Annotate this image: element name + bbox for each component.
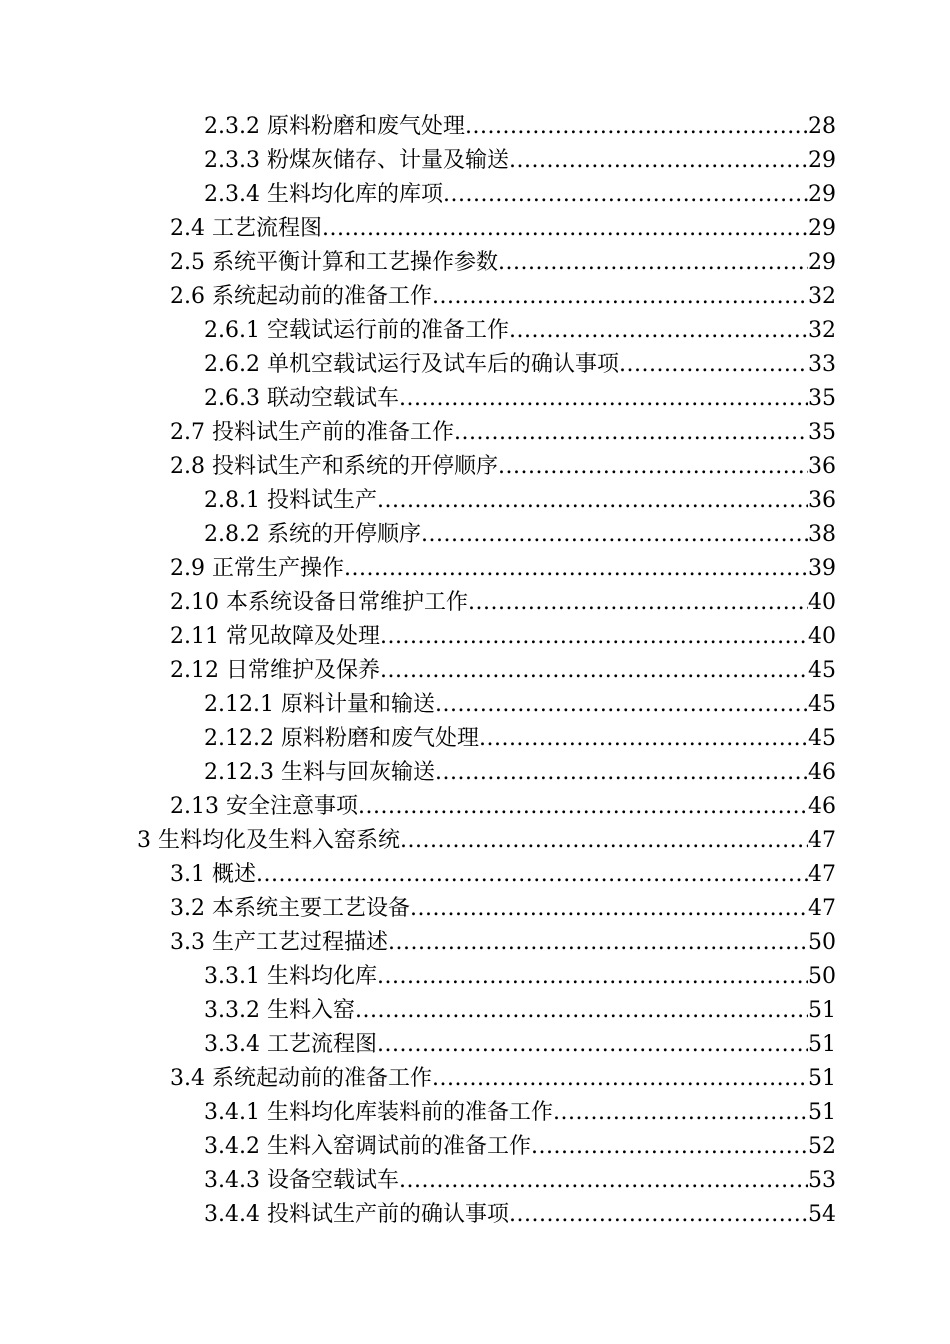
- toc-dot-leader: [399, 382, 808, 416]
- toc-entry[interactable]: [0, 416, 950, 450]
- toc-entry-line: [170, 858, 836, 892]
- toc-entry-title: 2.12.2 原料粉磨和废气处理: [204, 726, 479, 751]
- toc-entry-page-number: 54: [808, 1202, 836, 1227]
- toc-entry-page-number: 32: [808, 318, 836, 343]
- toc-entry-line: [204, 178, 836, 212]
- toc-entry-line: [170, 280, 836, 314]
- toc-entry-line: [204, 1164, 836, 1198]
- toc-entry-title: 3.1 概述: [170, 862, 256, 887]
- toc-entry-title: 2.11 常见故障及处理: [170, 624, 380, 649]
- toc-dot-leader: [468, 586, 808, 620]
- toc-entry-title: 2.8.2 系统的开停顺序: [204, 522, 421, 547]
- toc-entry-title: 3.4.3 设备空载试车: [204, 1168, 399, 1193]
- toc-entry-title: 3.4 系统起动前的准备工作: [170, 1066, 432, 1091]
- toc-dot-leader: [498, 450, 808, 484]
- toc-entry-page-number: 45: [808, 658, 836, 683]
- toc-entry-page-number: 32: [808, 284, 836, 309]
- toc-dot-leader: [380, 654, 808, 688]
- toc-entry[interactable]: [0, 1096, 950, 1130]
- toc-entry-title: 3.4.4 投料试生产前的确认事项: [204, 1202, 509, 1227]
- toc-entry-page-number: 36: [808, 488, 836, 513]
- toc-entry-line: [204, 382, 836, 416]
- toc-entry-line: [170, 416, 836, 450]
- toc-entry-page-number: 46: [808, 760, 836, 785]
- toc-entry-page-number: 35: [808, 386, 836, 411]
- toc-entry-title: 2.13 安全注意事项: [170, 794, 358, 819]
- toc-entry-line: [170, 654, 836, 688]
- toc-entry-line: [170, 1062, 836, 1096]
- toc-entry[interactable]: [0, 450, 950, 484]
- toc-entry-line: [170, 790, 836, 824]
- toc-dot-leader: [531, 1130, 808, 1164]
- toc-entry-page-number: 29: [808, 148, 836, 173]
- toc-entry-line: [170, 892, 836, 926]
- toc-entry-line: [204, 144, 836, 178]
- toc-entry[interactable]: [0, 144, 950, 178]
- toc-entry-title: 2.7 投料试生产前的准备工作: [170, 420, 454, 445]
- toc-entry[interactable]: [0, 960, 950, 994]
- toc-entry-title: 2.12.1 原料计量和输送: [204, 692, 435, 717]
- table-of-contents: [0, 110, 950, 1232]
- toc-entry-page-number: 47: [808, 896, 836, 921]
- toc-entry-page-number: 51: [808, 998, 836, 1023]
- toc-entry-line: [137, 824, 836, 858]
- toc-entry[interactable]: [0, 1130, 950, 1164]
- toc-dot-leader: [509, 314, 808, 348]
- toc-dot-leader: [322, 212, 808, 246]
- toc-dot-leader: [421, 518, 808, 552]
- toc-entry-title: 2.3.3 粉煤灰储存、计量及输送: [204, 148, 509, 173]
- toc-entry-page-number: 52: [808, 1134, 836, 1159]
- toc-entry-line: [170, 586, 836, 620]
- toc-entry-line: [170, 620, 836, 654]
- toc-entry-title: 2.12.3 生料与回灰输送: [204, 760, 435, 785]
- toc-dot-leader: [380, 620, 808, 654]
- toc-dot-leader: [509, 1198, 808, 1232]
- toc-entry[interactable]: [0, 348, 950, 382]
- toc-dot-leader: [465, 110, 808, 144]
- toc-dot-leader: [256, 858, 808, 892]
- toc-entry-line: [204, 1028, 836, 1062]
- toc-entry-title: 3.3.2 生料入窑: [204, 998, 355, 1023]
- toc-entry-page-number: 51: [808, 1032, 836, 1057]
- toc-entry[interactable]: [0, 790, 950, 824]
- toc-entry-title: 2.6.3 联动空载试车: [204, 386, 399, 411]
- toc-entry-page-number: 51: [808, 1066, 836, 1091]
- toc-entry-line: [204, 110, 836, 144]
- toc-entry-page-number: 40: [808, 590, 836, 615]
- toc-entry[interactable]: [0, 1028, 950, 1062]
- toc-entry-line: [204, 1096, 836, 1130]
- toc-entry-line: [170, 926, 836, 960]
- toc-entry-page-number: 53: [808, 1168, 836, 1193]
- toc-entry-line: [204, 484, 836, 518]
- toc-entry[interactable]: [0, 756, 950, 790]
- toc-entry[interactable]: [0, 926, 950, 960]
- toc-entry[interactable]: [0, 858, 950, 892]
- toc-dot-leader: [619, 348, 808, 382]
- toc-entry-page-number: 40: [808, 624, 836, 649]
- toc-entry[interactable]: [0, 552, 950, 586]
- toc-entry-line: [170, 450, 836, 484]
- toc-entry-page-number: 35: [808, 420, 836, 445]
- toc-entry-line: [204, 314, 836, 348]
- toc-dot-leader: [435, 756, 808, 790]
- toc-entry-page-number: 36: [808, 454, 836, 479]
- toc-entry-line: [204, 960, 836, 994]
- toc-entry-line: [204, 1130, 836, 1164]
- toc-entry-page-number: 33: [808, 352, 836, 377]
- toc-entry-line: [170, 552, 836, 586]
- toc-entry-title: 2.8 投料试生产和系统的开停顺序: [170, 454, 498, 479]
- toc-entry-page-number: 38: [808, 522, 836, 547]
- toc-entry-title: 2.3.4 生料均化库的库项: [204, 182, 443, 207]
- toc-entry[interactable]: [0, 586, 950, 620]
- toc-entry[interactable]: [0, 314, 950, 348]
- toc-entry[interactable]: [0, 688, 950, 722]
- toc-entry-title: 3.4.1 生料均化库装料前的准备工作: [204, 1100, 553, 1125]
- toc-dot-leader: [355, 994, 808, 1028]
- toc-entry[interactable]: [0, 518, 950, 552]
- toc-entry[interactable]: [0, 110, 950, 144]
- toc-entry-title: 2.9 正常生产操作: [170, 556, 344, 581]
- toc-entry-title: 2.8.1 投料试生产: [204, 488, 377, 513]
- toc-entry[interactable]: [0, 382, 950, 416]
- toc-dot-leader: [432, 1062, 808, 1096]
- toc-entry-title: 2.5 系统平衡计算和工艺操作参数: [170, 250, 498, 275]
- toc-entry-page-number: 29: [808, 216, 836, 241]
- toc-entry-title: 2.12 日常维护及保养: [170, 658, 380, 683]
- toc-dot-leader: [377, 1028, 808, 1062]
- toc-entry-page-number: 39: [808, 556, 836, 581]
- toc-entry-title: 2.6.1 空载试运行前的准备工作: [204, 318, 509, 343]
- toc-entry-page-number: 47: [808, 828, 836, 853]
- toc-entry[interactable]: [0, 722, 950, 756]
- toc-entry[interactable]: [0, 1198, 950, 1232]
- toc-entry-title: 3.3.1 生料均化库: [204, 964, 377, 989]
- toc-dot-leader: [410, 892, 808, 926]
- toc-entry[interactable]: [0, 280, 950, 314]
- toc-entry-line: [204, 518, 836, 552]
- toc-entry-line: [170, 212, 836, 246]
- toc-entry[interactable]: [0, 1164, 950, 1198]
- toc-entry-page-number: 51: [808, 1100, 836, 1125]
- toc-dot-leader: [399, 1164, 808, 1198]
- toc-entry-title: 3.2 本系统主要工艺设备: [170, 896, 410, 921]
- toc-dot-leader: [388, 926, 808, 960]
- toc-entry-page-number: 47: [808, 862, 836, 887]
- toc-entry-page-number: 50: [808, 964, 836, 989]
- toc-entry[interactable]: [0, 824, 950, 858]
- toc-dot-leader: [377, 960, 808, 994]
- toc-dot-leader: [553, 1096, 808, 1130]
- toc-dot-leader: [344, 552, 808, 586]
- toc-entry[interactable]: [0, 620, 950, 654]
- toc-entry-title: 3 生料均化及生料入窑系统: [137, 828, 400, 853]
- toc-entry-line: [170, 246, 836, 280]
- toc-entry-page-number: 45: [808, 726, 836, 751]
- toc-entry-page-number: 45: [808, 692, 836, 717]
- toc-entry-line: [204, 756, 836, 790]
- toc-entry-line: [204, 994, 836, 1028]
- toc-entry-title: 2.4 工艺流程图: [170, 216, 322, 241]
- toc-entry-page-number: 46: [808, 794, 836, 819]
- toc-dot-leader: [443, 178, 808, 212]
- toc-entry[interactable]: [0, 246, 950, 280]
- toc-dot-leader: [400, 824, 808, 858]
- toc-entry[interactable]: [0, 654, 950, 688]
- toc-entry-line: [204, 688, 836, 722]
- toc-entry-page-number: 50: [808, 930, 836, 955]
- toc-entry-title: 2.3.2 原料粉磨和废气处理: [204, 114, 465, 139]
- toc-entry-line: [204, 722, 836, 756]
- toc-entry[interactable]: [0, 1062, 950, 1096]
- toc-entry-page-number: 29: [808, 250, 836, 275]
- toc-entry-page-number: 29: [808, 182, 836, 207]
- toc-entry[interactable]: [0, 892, 950, 926]
- toc-entry[interactable]: [0, 484, 950, 518]
- toc-entry-title: 3.3 生产工艺过程描述: [170, 930, 388, 955]
- toc-entry-title: 2.10 本系统设备日常维护工作: [170, 590, 468, 615]
- toc-dot-leader: [479, 722, 808, 756]
- toc-dot-leader: [358, 790, 808, 824]
- toc-entry-title: 2.6.2 单机空载试运行及试车后的确认事项: [204, 352, 619, 377]
- toc-entry-page-number: 28: [808, 114, 836, 139]
- toc-dot-leader: [498, 246, 808, 280]
- toc-entry[interactable]: [0, 212, 950, 246]
- toc-entry-title: 3.3.4 工艺流程图: [204, 1032, 377, 1057]
- toc-entry-line: [204, 348, 836, 382]
- toc-entry-title: 3.4.2 生料入窑调试前的准备工作: [204, 1134, 531, 1159]
- toc-entry[interactable]: [0, 178, 950, 212]
- toc-dot-leader: [454, 416, 808, 450]
- toc-dot-leader: [377, 484, 808, 518]
- toc-dot-leader: [432, 280, 808, 314]
- toc-dot-leader: [509, 144, 808, 178]
- toc-entry[interactable]: [0, 994, 950, 1028]
- toc-entry-line: [204, 1198, 836, 1232]
- toc-entry-title: 2.6 系统起动前的准备工作: [170, 284, 432, 309]
- toc-dot-leader: [435, 688, 808, 722]
